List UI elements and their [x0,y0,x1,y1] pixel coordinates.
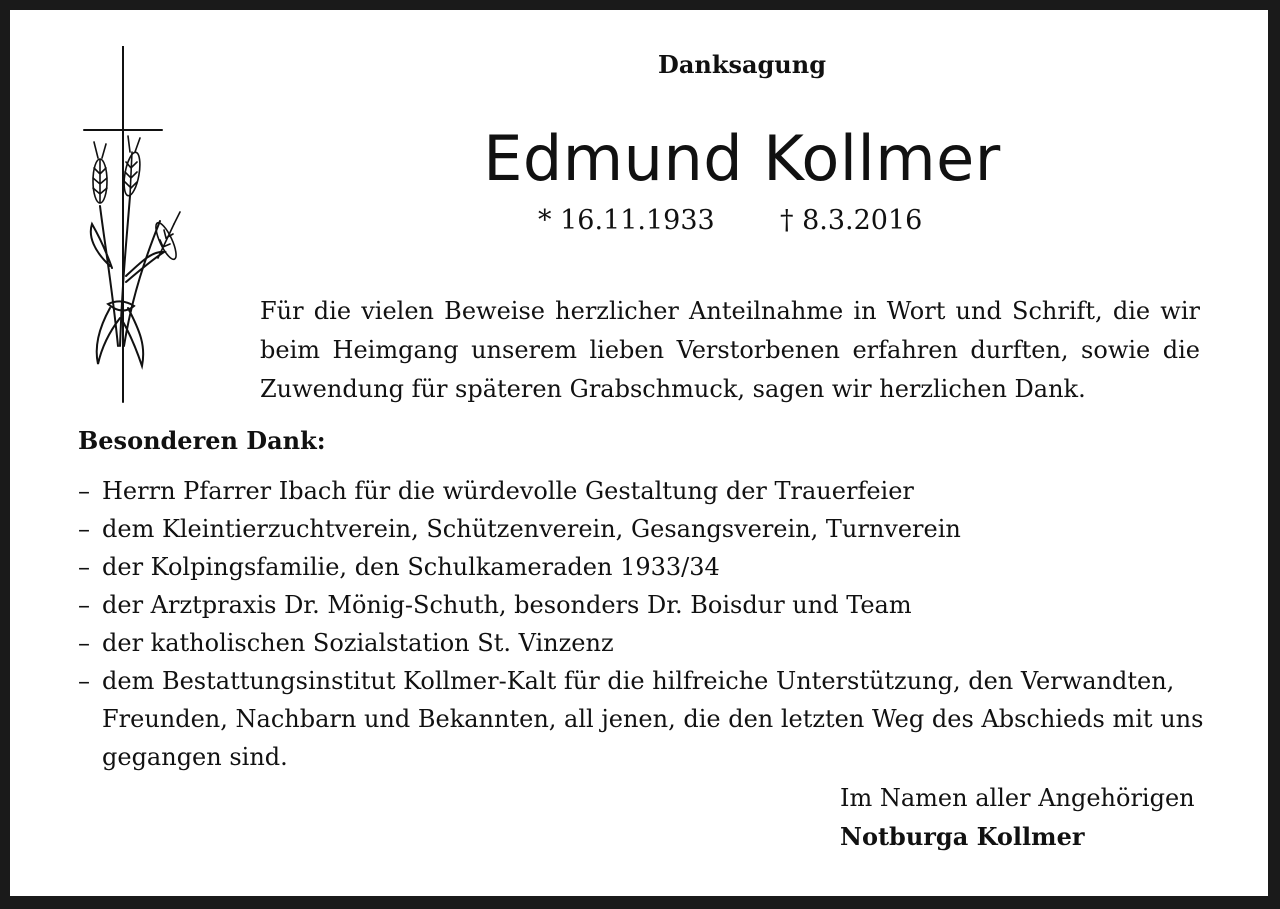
list-item [78,472,1208,510]
list-item-text: dem Kleintierzuchtverein, Schützenverein, Gesangsverein, Turnverein [102,515,961,543]
list-item [78,624,1208,662]
closing-line: Im Namen aller Angehörigen [840,784,1195,812]
list-item-text: der Arztpraxis Dr. Mönig-Schuth, besonders Dr. Boisdur und Team [102,591,912,619]
deceased-name: Edmund Kollmer [483,122,1001,195]
intro-paragraph: Für die vielen Beweise herzlicher Anteilnahme in Wort und Schrift, die wir beim Heimgang unserem lieben Verstorbenen erfahren durften, sowie die Zuwendung für späteren Grabschmuck, sagen wir herzlichen Dank. [260,297,1200,403]
list-item [78,548,1208,586]
thanks-list [78,472,1208,776]
dash-marker: – [78,629,90,657]
list-item-text: der katholischen Sozialstation St. Vinzenz [102,629,614,657]
dash-marker: – [78,477,90,505]
list-item-text: Herrn Pfarrer Ibach für die würdevolle Gestaltung der Trauerfeier [102,477,914,505]
list-item-text: der Kolpingsfamilie, den Schulkameraden 1933/34 [102,553,720,581]
notice-heading: Danksagung [658,50,826,79]
signer-name: Notburga Kollmer [840,822,1085,851]
list-item-text: dem Bestattungsinstitut Kollmer-Kalt für die hilfreiche Unterstützung, den Verwandten, Freunden, Nachbarn und Bekannten, all jenen, die den letzten Weg des Abschieds mit uns gegangen sind. [102,667,1204,771]
list-item [78,510,1208,548]
obituary-notice [10,10,1268,896]
dash-marker: – [78,667,90,695]
death-date: † 8.3.2016 [780,205,923,236]
list-item [78,662,1208,776]
cross-with-wheat-icon [80,46,190,406]
birth-date: * 16.11.1933 [538,205,715,236]
dash-marker: – [78,591,90,619]
dash-marker: – [78,515,90,543]
dash-marker: – [78,553,90,581]
special-thanks-heading: Besonderen Dank: [78,426,326,455]
list-item [78,586,1208,624]
